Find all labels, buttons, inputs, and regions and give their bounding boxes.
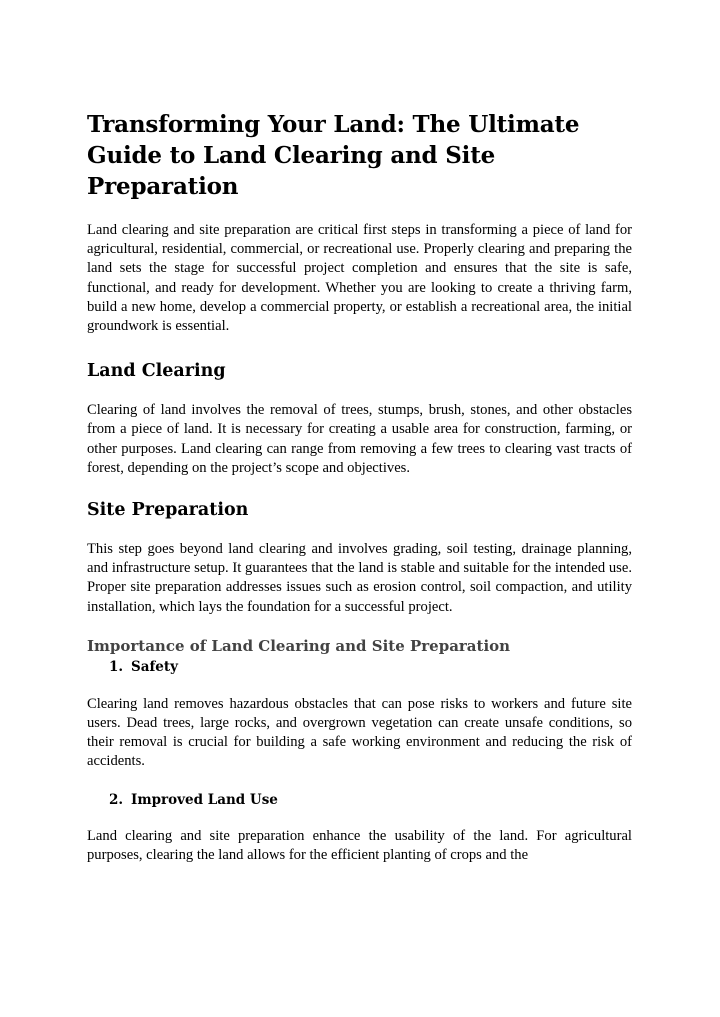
list-number: 1. bbox=[109, 658, 124, 675]
improved-land-use-paragraph: Land clearing and site preparation enhance the usability of the land. For agricultural purposes, clearing the land allows for the efficient planting of crops and the bbox=[87, 827, 632, 863]
document-page bbox=[87, 109, 632, 865]
site-preparation-heading: Site Preparation bbox=[87, 500, 249, 521]
land-clearing-heading: Land Clearing bbox=[87, 361, 226, 382]
list-item-safety bbox=[87, 657, 632, 677]
site-preparation-paragraph: This step goes beyond land clearing and involves grading, soil testing, drainage planning, and infrastructure setup. It guarantees that the land is stable and suitable for the intended use. Proper site preparation addresses issues such as erosion control, soil compaction, and utility installation, which lays the foundation for a successful project. bbox=[87, 541, 632, 615]
document-title: Transforming Your Land: The Ultimate Guide to Land Clearing and Site Preparation bbox=[87, 111, 580, 200]
list-label: Safety bbox=[131, 658, 178, 675]
safety-paragraph: Clearing land removes hazardous obstacles that can pose risks to workers and future site users. Dead trees, large rocks, and overgrown vegetation can create unsafe conditions, so their removal is crucial for building a safe working environment and reducing the risk of accidents. bbox=[87, 695, 632, 770]
list-item-improved-land-use bbox=[87, 790, 632, 810]
intro-paragraph: Land clearing and site preparation are critical first steps in transforming a piece of land for agricultural, residential, commercial, or recreational use. Properly clearing and preparing the land sets the stage for successful project completion and ensures that the site is safe, functional, and ready for development. Whether you are looking to create a thriving farm, build a new home, develop a commercial property, or establish a recreational area, the initial groundwork is essential. bbox=[87, 222, 632, 335]
importance-heading: Importance of Land Clearing and Site Preparation bbox=[87, 636, 511, 655]
list-label: Improved Land Use bbox=[131, 791, 278, 808]
list-number: 2. bbox=[109, 791, 124, 808]
land-clearing-paragraph: Clearing of land involves the removal of trees, stumps, brush, stones, and other obstacles from a piece of land. It is necessary for creating a usable area for construction, farming, or other purposes. Land clearing can range from removing a few trees to clearing vast tracts of forest, depending on the project’s scope and objectives. bbox=[87, 402, 632, 476]
